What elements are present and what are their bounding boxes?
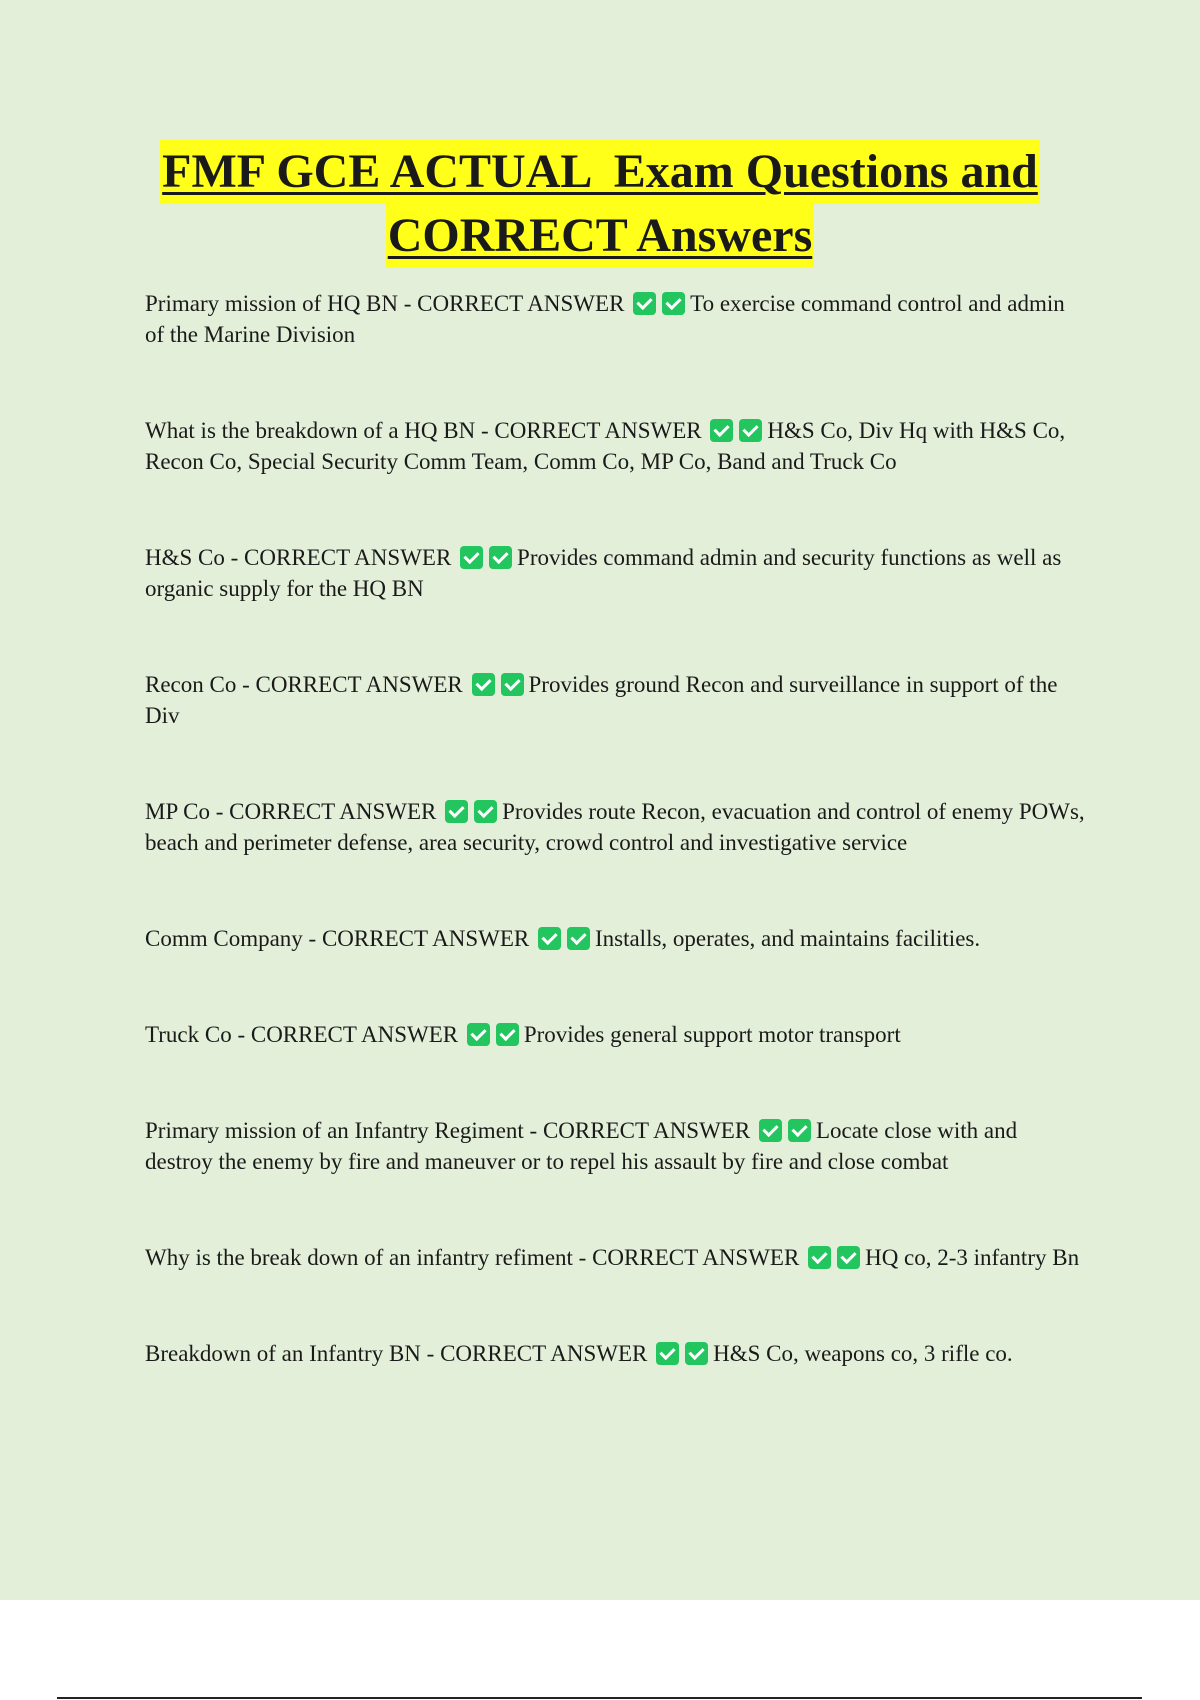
question-text: Comm Company - CORRECT ANSWER	[145, 926, 530, 951]
check-mark-icon	[739, 419, 762, 442]
check-mark-icon	[567, 927, 590, 950]
check-mark-icon	[788, 1119, 811, 1142]
answer-text: Provides command admin and security functions as well as organic supply for the HQ BN	[145, 545, 1062, 601]
qa-item	[145, 796, 1085, 858]
check-mark-icon	[472, 673, 495, 696]
check-mark-pair	[442, 799, 500, 824]
check-mark-icon	[489, 546, 512, 569]
check-mark-icon	[710, 419, 733, 442]
check-mark-pair	[756, 1118, 814, 1143]
question-text: What is the breakdown of a HQ BN - CORRECT ANSWER	[145, 418, 702, 443]
check-mark-icon	[445, 800, 468, 823]
footer-divider	[57, 1697, 1142, 1699]
answer-text: Locate close with and destroy the enemy by fire and maneuver or to repel his assault by fire and close combat	[145, 1118, 1018, 1174]
check-mark-icon	[662, 292, 685, 315]
check-mark-icon	[538, 927, 561, 950]
qa-item	[145, 1115, 1085, 1177]
check-mark-pair	[469, 672, 527, 697]
check-mark-icon	[474, 800, 497, 823]
answer-text: H&S Co, Div Hq with H&S Co, Recon Co, Special Security Comm Team, Comm Co, MP Co, Band and Truck Co	[145, 418, 1066, 474]
check-mark-icon	[808, 1246, 831, 1269]
check-mark-icon	[467, 1023, 490, 1046]
document-title	[0, 140, 1200, 268]
answer-text: HQ co, 2-3 infantry Bn	[865, 1245, 1080, 1270]
question-text: MP Co - CORRECT ANSWER	[145, 799, 437, 824]
question-text: Primary mission of an Infantry Regiment - CORRECT ANSWER	[145, 1118, 751, 1143]
check-mark-icon	[759, 1119, 782, 1142]
question-text: H&S Co - CORRECT ANSWER	[145, 545, 452, 570]
question-text: Breakdown of an Infantry BN - CORRECT ANSWER	[145, 1341, 648, 1366]
answer-text: H&S Co, weapons co, 3 rifle co.	[713, 1341, 1013, 1366]
answer-text: Provides ground Recon and surveillance in support of the Div	[145, 672, 1058, 728]
check-mark-icon	[501, 673, 524, 696]
title-line-2: CORRECT Answers	[386, 204, 815, 268]
check-mark-pair	[630, 291, 688, 316]
check-mark-pair	[464, 1022, 522, 1047]
answer-text: Provides route Recon, evacuation and control of enemy POWs, beach and perimeter defense, area security, crowd control and investigative service	[145, 799, 1085, 855]
check-mark-pair	[707, 418, 765, 443]
check-mark-icon	[460, 546, 483, 569]
qa-item	[145, 415, 1085, 477]
question-text: Primary mission of HQ BN - CORRECT ANSWER	[145, 291, 625, 316]
check-mark-pair	[653, 1341, 711, 1366]
question-text: Recon Co - CORRECT ANSWER	[145, 672, 463, 697]
qa-list	[145, 288, 1085, 1434]
check-mark-icon	[633, 292, 656, 315]
title-line-1: FMF GCE ACTUAL Exam Questions and	[160, 140, 1040, 204]
check-mark-icon	[496, 1023, 519, 1046]
qa-item	[145, 1338, 1085, 1369]
check-mark-icon	[837, 1246, 860, 1269]
check-mark-icon	[656, 1342, 679, 1365]
question-text: Why is the break down of an infantry refiment - CORRECT ANSWER	[145, 1245, 800, 1270]
qa-item	[145, 1242, 1085, 1273]
check-mark-icon	[685, 1342, 708, 1365]
question-text: Truck Co - CORRECT ANSWER	[145, 1022, 459, 1047]
qa-item	[145, 542, 1085, 604]
qa-item	[145, 923, 1085, 954]
qa-item	[145, 288, 1085, 350]
qa-item	[145, 669, 1085, 731]
check-mark-pair	[457, 545, 515, 570]
answer-text: Installs, operates, and maintains facilities.	[594, 926, 981, 951]
answer-text: To exercise command control and admin of the Marine Division	[145, 291, 1065, 347]
check-mark-pair	[535, 926, 593, 951]
answer-text: Provides general support motor transport	[523, 1022, 901, 1047]
check-mark-pair	[805, 1245, 863, 1270]
qa-item	[145, 1019, 1085, 1050]
